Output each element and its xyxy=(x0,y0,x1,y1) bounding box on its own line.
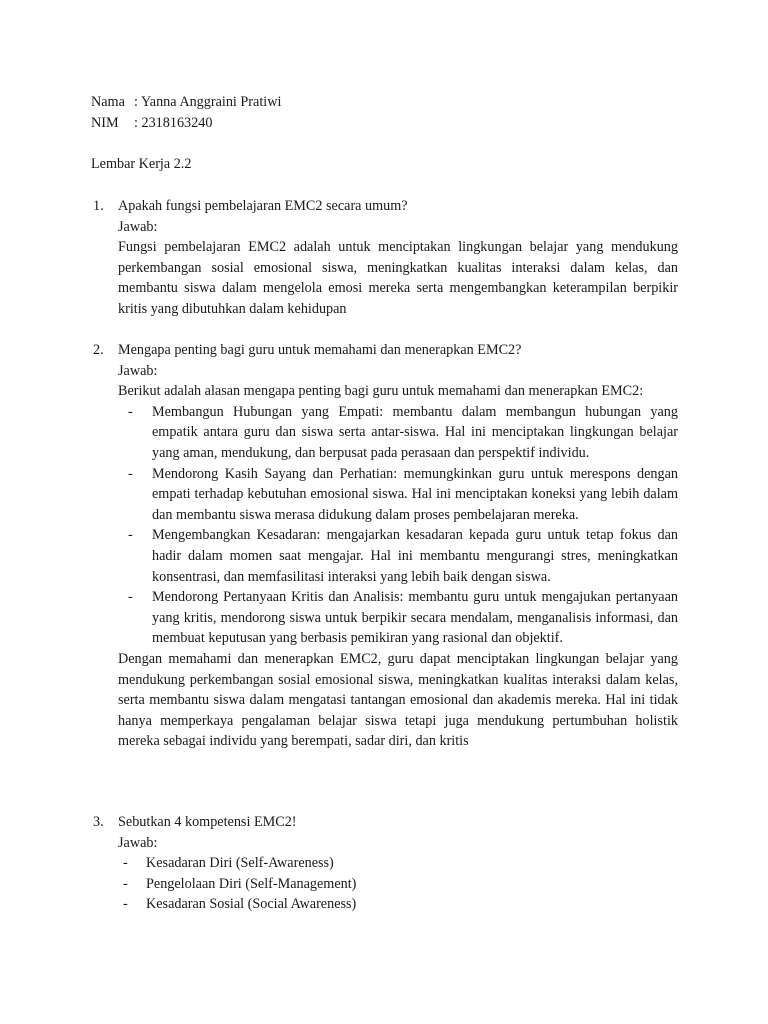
name-label: Nama xyxy=(91,94,125,110)
question-1-answer: Fungsi pembelajaran EMC2 adalah untuk menciptakan lingkungan belajar yang mendukung perkembangan sosial emosional siswa, meningkatkan kualitas interaksi dalam kelas, dan membantu siswa dalam mengelola emosi mereka serta mengembangkan keterampilan berpikir kritis yang dibutuhkan dalam kehidupan xyxy=(118,239,678,317)
list-item xyxy=(128,587,678,649)
list-item xyxy=(128,464,678,526)
reason-text: Mengembangkan Kesadaran: mengajarkan kesadaran kepada guru untuk tetap fokus dan hadir dalam momen saat mengajar. Hal ini membantu mengurangi stres, meningkatkan konsentrasi, dan memfasilitasi interaksi yang lebih baik dengan siswa. xyxy=(152,527,678,585)
name-row xyxy=(91,92,281,113)
answer-label: Jawab: xyxy=(118,362,158,379)
competency-text: Pengelolaan Diri (Self-Management) xyxy=(146,875,357,892)
dash-marker: - xyxy=(128,589,133,606)
question-2-body xyxy=(118,361,678,752)
reason-text: Mendorong Kasih Sayang dan Perhatian: memungkinkan guru untuk merespons dengan empati terhadap kebutuhan emosional siswa. Hal ini menciptakan koneksi yang lebih dalam dan membantu siswa merasa didukung dalam proses pembelajaran mereka. xyxy=(152,465,678,523)
question-3-header xyxy=(93,812,678,833)
question-2-conclusion: Dengan memahami dan menerapkan EMC2, guru dapat menciptakan lingkungan belajar yang mendukung perkembangan sosial emosional siswa, meningkatkan kualitas interaksi dalam kelas, serta membantu siswa dalam mengatasi tantangan emosional dan akademis mereka. Hal ini tidak hanya memperkaya pengalaman belajar siswa tetapi juga mendukung pertumbuhan holistik mereka sebagai individu yang berempati, sadar diri, dan kritis xyxy=(118,650,678,750)
question-2 xyxy=(93,340,678,752)
list-item xyxy=(123,853,678,874)
nim-row xyxy=(91,113,281,134)
question-1 xyxy=(93,196,678,320)
question-2-intro: Berikut adalah alasan mengapa penting bagi guru untuk memahami dan menerapkan EMC2: xyxy=(118,383,644,400)
question-3-number: 3. xyxy=(93,814,104,830)
list-item xyxy=(128,525,678,587)
dash-marker: - xyxy=(123,875,128,892)
question-1-header xyxy=(93,196,678,217)
question-2-text: Mengapa penting bagi guru untuk memahami dan menerapkan EMC2? xyxy=(118,342,522,358)
question-3-body xyxy=(118,833,678,915)
competency-list xyxy=(123,853,678,915)
reasons-list xyxy=(128,402,678,649)
nim-value: : 2318163240 xyxy=(134,114,213,131)
dash-marker: - xyxy=(128,527,133,544)
competency-text: Kesadaran Diri (Self-Awareness) xyxy=(146,855,334,872)
dash-marker: - xyxy=(128,403,133,420)
dash-marker: - xyxy=(128,465,133,482)
competency-text: Kesadaran Sosial (Social Awareness) xyxy=(146,896,357,913)
answer-label: Jawab: xyxy=(118,218,158,235)
question-3-text: Sebutkan 4 kompetensi EMC2! xyxy=(118,814,297,830)
dash-marker: - xyxy=(123,896,128,913)
list-item xyxy=(123,894,678,915)
list-item xyxy=(128,402,678,464)
question-1-body xyxy=(118,217,678,320)
nim-label: NIM xyxy=(91,114,119,131)
worksheet-title: Lembar Kerja 2.2 xyxy=(91,156,192,172)
student-info xyxy=(91,92,281,133)
question-1-number: 1. xyxy=(93,198,104,214)
reason-text: Mendorong Pertanyaan Kritis dan Analisis: membantu guru untuk mengajukan pertanyaan yang kritis, mendorong siswa untuk berpikir secara mendalam, menganalisis informasi, dan membuat keputusan yang berbasis pemikiran yang rasional dan objektif. xyxy=(152,589,678,647)
dash-marker: - xyxy=(123,855,128,872)
question-3 xyxy=(93,812,678,915)
answer-label: Jawab: xyxy=(118,834,158,851)
name-value: : Yanna Anggraini Pratiwi xyxy=(134,94,282,110)
question-1-text: Apakah fungsi pembelajaran EMC2 secara umum? xyxy=(118,198,408,214)
list-item xyxy=(123,874,678,895)
question-2-number: 2. xyxy=(93,342,104,358)
reason-text: Membangun Hubungan yang Empati: membantu dalam membangun hubungan yang empatik antara guru dan siswa serta antar-siswa. Hal ini menciptakan lingkungan belajar yang aman, mendukung, dan berpusat pada perasaan dan perspektif individu. xyxy=(152,403,678,461)
question-2-header xyxy=(93,340,678,361)
